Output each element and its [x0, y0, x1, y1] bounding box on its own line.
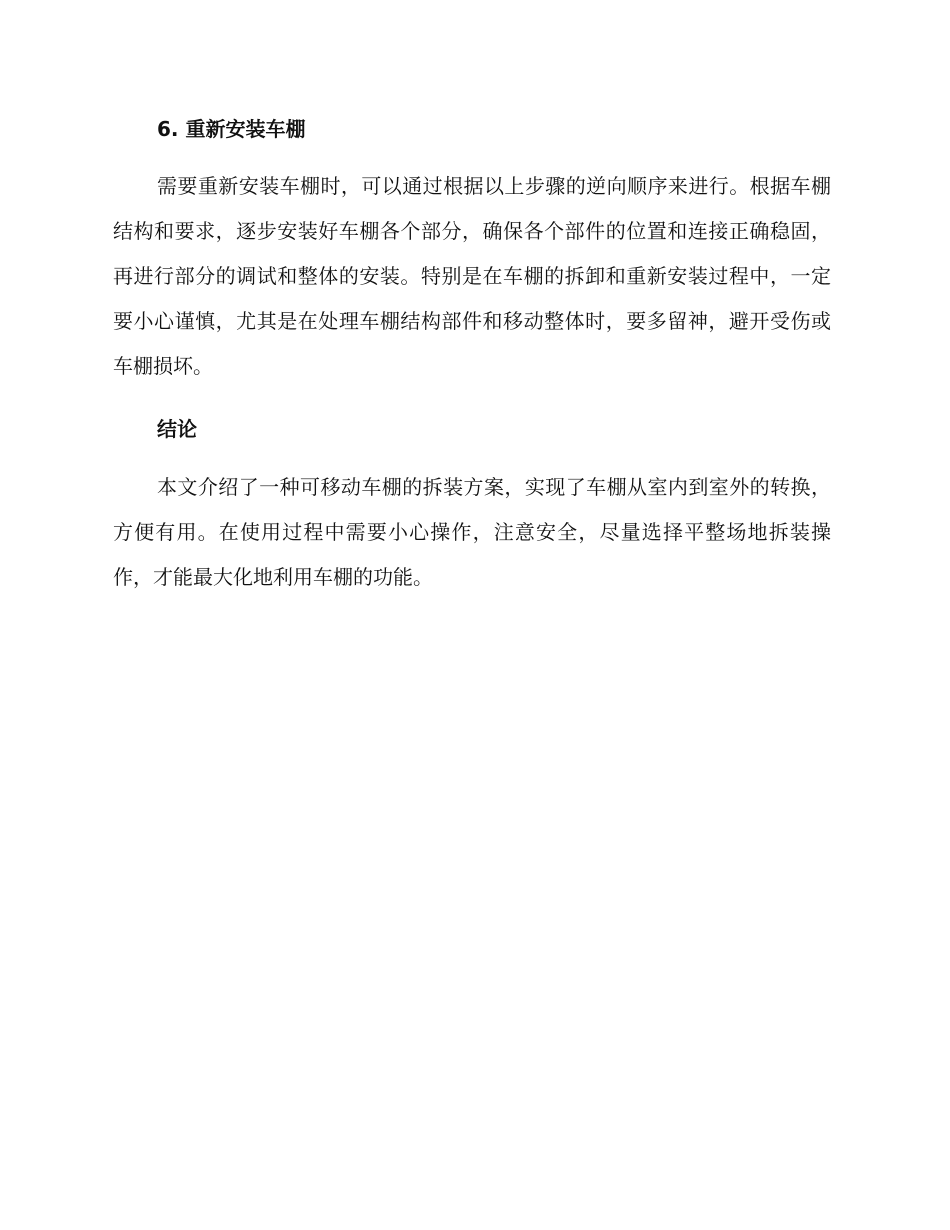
section-heading-reinstall: 6. 重新安装车棚 — [157, 117, 306, 141]
document-body — [113, 112, 831, 600]
section-paragraph-conclusion: 本文介绍了一种可移动车棚的拆装方案，实现了车棚从室内到室外的转换，方便有用。在使用过程中需要小心操作，注意安全，尽量选择平整场地拆装操作，才能最大化地利用车棚的功能。 — [113, 475, 831, 589]
section-heading-conclusion: 结论 — [157, 417, 197, 441]
section-paragraph-reinstall: 需要重新安装车棚时，可以通过根据以上步骤的逆向顺序来进行。根据车棚结构和要求，逐步安装好车棚各个部分，确保各个部件的位置和连接正确稳固，再进行部分的调试和整体的安装。特别是在车棚的拆卸和重新安装过程中，一定要小心谨慎，尤其是在处理车棚结构部件和移动整体时，要多留神，避开受伤或车棚损坏。 — [113, 174, 831, 378]
